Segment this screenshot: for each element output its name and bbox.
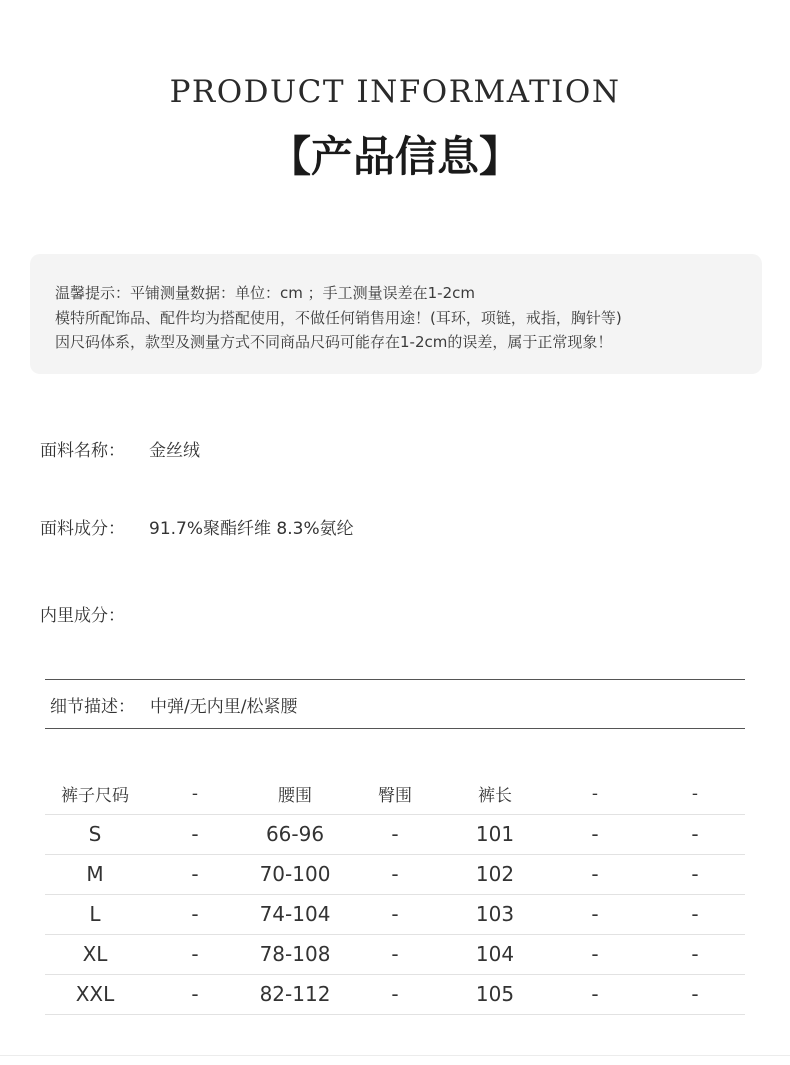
table-cell: - [345,934,445,974]
size-table [45,774,745,1015]
table-cell: - [645,814,745,854]
page-title-en: PRODUCT INFORMATION [169,74,621,110]
table-cell: - [645,974,745,1014]
tips-line: 因尺码体系，款型及测量方式不同商品尺码可能存在1-2cm的误差，属于正常现象！ [55,333,613,351]
table-cell: - [545,854,645,894]
table-cell: 70-100 [245,854,345,894]
table-row [45,894,745,934]
table-cell: - [545,894,645,934]
table-cell: XL [45,934,145,974]
table-cell: 103 [445,894,545,934]
header-cell: - [645,774,745,814]
table-cell: - [645,934,745,974]
table-row [45,974,745,1014]
table-cell: 82-112 [245,974,345,1014]
fabric-composition-row [40,514,354,539]
lining-composition-label: 内里成分： [40,606,125,626]
table-cell: - [545,814,645,854]
fabric-name-label: 面料名称： [40,441,125,461]
header-cell: - [545,774,645,814]
table-cell: - [345,854,445,894]
header-cell-size: 裤子尺码 [45,774,145,814]
header-cell-hip: 臀围 [345,774,445,814]
table-cell: - [545,974,645,1014]
table-cell: - [145,934,245,974]
table-row [45,854,745,894]
fabric-name-value: 金丝绒 [149,441,200,461]
table-cell: 66-96 [245,814,345,854]
table-row [45,934,745,974]
table-cell: - [645,854,745,894]
table-cell: - [545,934,645,974]
size-table-header-row [45,774,745,814]
header-cell-length: 裤长 [445,774,545,814]
table-cell: 104 [445,934,545,974]
table-cell: - [345,814,445,854]
fabric-composition-value: 91.7%聚酯纤维 8.3%氨纶 [149,519,354,539]
table-cell: 101 [445,814,545,854]
table-cell: - [145,814,245,854]
table-cell: 105 [445,974,545,1014]
header-cell-waist: 腰围 [245,774,345,814]
table-cell: - [645,894,745,934]
table-cell: L [45,894,145,934]
header-cell: - [145,774,245,814]
tips-line: 模特所配饰品、配件均为搭配使用，不做任何销售用途！(耳环，项链，戒指，胸针等) [55,308,622,327]
details-value: 中弹/无内里/松紧腰 [150,696,298,717]
page-title-cn: 【产品信息】 [268,132,521,181]
table-cell: - [345,974,445,1014]
size-tips-box [30,254,762,374]
table-cell: - [145,974,245,1014]
details-label: 细节描述： [50,696,135,717]
tips-line: 温馨提示：平铺测量数据：单位：cm ；手工测量误差在1-2cm [55,284,475,302]
table-cell: M [45,854,145,894]
table-cell: S [45,814,145,854]
fabric-composition-label: 面料成分： [40,519,125,539]
details-row [45,679,745,729]
table-cell: XXL [45,974,145,1014]
table-cell: - [145,894,245,934]
lining-composition-row [40,601,149,626]
table-cell: 102 [445,854,545,894]
fabric-name-row [40,436,200,461]
table-cell: - [345,894,445,934]
table-cell: 78-108 [245,934,345,974]
table-cell: - [145,854,245,894]
table-row [45,814,745,854]
bottom-divider [0,1055,790,1056]
table-cell: 74-104 [245,894,345,934]
